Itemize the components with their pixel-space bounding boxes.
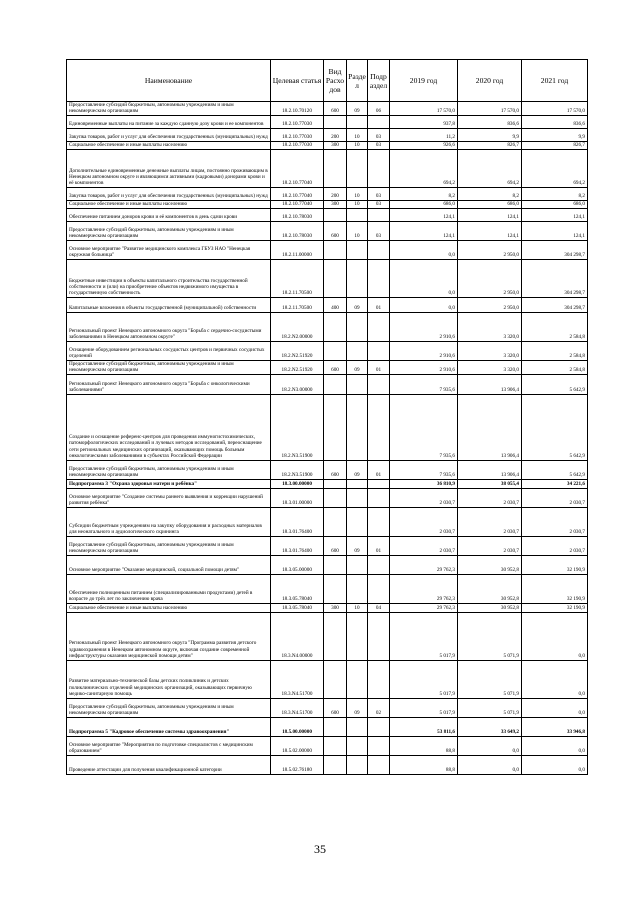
cell-section (347, 259, 368, 297)
cell-section: 09 (347, 360, 368, 374)
cell-target: 18.3.00.00000 (271, 479, 324, 488)
cell-section (347, 717, 368, 736)
cell-2021: 17 570,0 (522, 102, 588, 116)
cell-2020: 17 570,0 (458, 102, 522, 116)
header-2019: 2019 год (390, 60, 458, 102)
cell-2019: 124,1 (390, 221, 458, 240)
cell-subsection (368, 208, 390, 221)
cell-subsection: 01 (368, 460, 390, 479)
table-row (67, 603, 588, 612)
table-row (67, 612, 588, 660)
table-row (67, 394, 588, 460)
cell-2021: 2 030,7 (522, 488, 588, 507)
cell-2020: 0,0 (458, 755, 522, 774)
cell-target: 18.2.10.70120 (271, 102, 324, 116)
cell-subsection (368, 479, 390, 488)
cell-2019: 7 935,6 (390, 460, 458, 479)
cell-2019: 88,8 (390, 736, 458, 755)
cell-type (324, 755, 347, 774)
cell-2021: 0,0 (522, 612, 588, 660)
cell-type (324, 115, 347, 128)
cell-type (324, 341, 347, 360)
cell-2020: 30 952,8 (458, 555, 522, 574)
table-row (67, 574, 588, 603)
cell-2021: 0,0 (522, 755, 588, 774)
cell-name: Обеспечение питанием доноров крови и её компонентов в день сдачи крови (67, 208, 271, 221)
table-row (67, 698, 588, 717)
cell-subsection (368, 115, 390, 128)
cell-type: 600 (324, 102, 347, 116)
table-row (67, 149, 588, 187)
table-row (67, 297, 588, 312)
cell-type: 600 (324, 221, 347, 240)
cell-type: 300 (324, 603, 347, 612)
table-row (67, 115, 588, 128)
table-row (67, 200, 588, 208)
cell-2020: 686,0 (458, 200, 522, 208)
cell-name: Социальное обеспечение и иные выплаты населению (67, 141, 271, 149)
cell-target: 18.2.10.77040 (271, 187, 324, 200)
cell-section: 10 (347, 200, 368, 208)
cell-section: 10 (347, 128, 368, 141)
cell-2019: 11,2 (390, 128, 458, 141)
cell-name: Подпрограмма 5 "Кадровое обеспечение системы здравоохранения" (67, 717, 271, 736)
cell-section (347, 394, 368, 460)
cell-type (324, 374, 347, 394)
cell-target: 18.2.N3.51900 (271, 394, 324, 460)
cell-2020: 30 952,8 (458, 603, 522, 612)
cell-subsection: 03 (368, 200, 390, 208)
table-row (67, 536, 588, 555)
cell-section (347, 488, 368, 507)
cell-2019: 2 030,7 (390, 507, 458, 536)
table-row (67, 259, 588, 297)
cell-subsection: 01 (368, 536, 390, 555)
cell-type: 600 (324, 698, 347, 717)
cell-target: 18.3.01.00000 (271, 488, 324, 507)
cell-2021: 32 190,9 (522, 555, 588, 574)
cell-name: Единовременные выплаты на питание за каждую сданную дозу крови и ее компонентов (67, 115, 271, 128)
cell-type (324, 208, 347, 221)
table-row (67, 208, 588, 221)
cell-target: 18.3.01.76400 (271, 507, 324, 536)
cell-target: 18.2.N2.51920 (271, 360, 324, 374)
cell-2019: 0,0 (390, 259, 458, 297)
cell-section (347, 755, 368, 774)
cell-subsection (368, 240, 390, 259)
header-section: Разде л (347, 60, 368, 102)
cell-2020: 2 950,0 (458, 240, 522, 259)
cell-type (324, 240, 347, 259)
cell-2021: 124,1 (522, 208, 588, 221)
cell-2019: 5 017,9 (390, 698, 458, 717)
cell-2021: 0,0 (522, 698, 588, 717)
cell-type (324, 507, 347, 536)
cell-target: 18.3.05.00000 (271, 555, 324, 574)
cell-2019: 8,2 (390, 187, 458, 200)
cell-type: 300 (324, 141, 347, 149)
cell-type: 600 (324, 460, 347, 479)
cell-2020: 5 071,9 (458, 698, 522, 717)
table-row (67, 479, 588, 488)
cell-target: 18.3.N4.00000 (271, 612, 324, 660)
cell-type: 200 (324, 187, 347, 200)
cell-2019: 5 017,9 (390, 660, 458, 698)
table-row (67, 240, 588, 259)
cell-2021: 2 584,8 (522, 341, 588, 360)
cell-2020: 13 906,4 (458, 460, 522, 479)
cell-type: 600 (324, 360, 347, 374)
cell-name: Предоставление субсидий бюджетным, автономным учреждениям и иным некоммерческим организациям (67, 360, 271, 374)
table-row (67, 102, 588, 116)
cell-target: 18.3.N4.51700 (271, 698, 324, 717)
cell-2020: 5 071,9 (458, 660, 522, 698)
cell-name: Капитальные вложения в объекты государственной (муниципальной) собственности (67, 297, 271, 312)
table-row (67, 555, 588, 574)
cell-section (347, 660, 368, 698)
cell-2019: 17 570,0 (390, 102, 458, 116)
cell-2021: 124,1 (522, 221, 588, 240)
cell-target: 18.2.N3.51900 (271, 460, 324, 479)
cell-type (324, 149, 347, 187)
cell-2021: 686,0 (522, 200, 588, 208)
cell-2019: 88,8 (390, 755, 458, 774)
cell-name: Предоставление субсидий бюджетным, автономным учреждениям и иным некоммерческим организациям (67, 698, 271, 717)
cell-target: 18.2.10.77030 (271, 128, 324, 141)
cell-name: Обеспечение полноценным питанием (специализированными продуктами) детей в возрасте до трёх лет по заключению врача (67, 574, 271, 603)
cell-2019: 0,0 (390, 297, 458, 312)
cell-target: 18.2.10.77030 (271, 115, 324, 128)
cell-subsection (368, 394, 390, 460)
cell-2021: 5 642,9 (522, 460, 588, 479)
cell-name: Основное мероприятие "Оказание медицинской, социальной помощи детям" (67, 555, 271, 574)
cell-name: Основное мероприятие "Создание системы раннего выявления и коррекции нарушений развития ребёнка" (67, 488, 271, 507)
cell-type (324, 488, 347, 507)
cell-2019: 53 811,6 (390, 717, 458, 736)
cell-target: 18.2.N2.51920 (271, 341, 324, 360)
cell-2019: 2 030,7 (390, 536, 458, 555)
table-row (67, 736, 588, 755)
cell-2021: 836,6 (522, 115, 588, 128)
cell-section (347, 555, 368, 574)
cell-2020: 124,1 (458, 221, 522, 240)
cell-2021: 32 190,9 (522, 603, 588, 612)
cell-target: 18.2.10.77040 (271, 149, 324, 187)
cell-2019: 0,0 (390, 240, 458, 259)
cell-target: 18.5.02.76180 (271, 755, 324, 774)
cell-2019: 29 762,3 (390, 603, 458, 612)
cell-2020: 13 906,4 (458, 394, 522, 460)
cell-subsection (368, 574, 390, 603)
cell-2021: 826,7 (522, 141, 588, 149)
cell-subsection: 03 (368, 221, 390, 240)
table-row (67, 187, 588, 200)
cell-section: 09 (347, 698, 368, 717)
cell-subsection (368, 755, 390, 774)
cell-section: 10 (347, 187, 368, 200)
cell-2019: 29 762,3 (390, 555, 458, 574)
cell-type (324, 717, 347, 736)
cell-section (347, 312, 368, 341)
cell-2019: 124,1 (390, 208, 458, 221)
page-number: 35 (314, 842, 326, 856)
cell-section (347, 507, 368, 536)
table-row (67, 374, 588, 394)
cell-section: 09 (347, 460, 368, 479)
cell-2021: 32 190,9 (522, 574, 588, 603)
cell-subsection (368, 312, 390, 341)
cell-target: 18.2.10.77030 (271, 141, 324, 149)
header-subsection: Подр аздел (368, 60, 390, 102)
cell-subsection (368, 374, 390, 394)
table-row (67, 312, 588, 341)
cell-section (347, 612, 368, 660)
cell-2020: 33 649,2 (458, 717, 522, 736)
cell-section (347, 240, 368, 259)
cell-2020: 30 952,8 (458, 574, 522, 603)
cell-target: 18.3.01.76400 (271, 536, 324, 555)
cell-name: Основное мероприятие "Развитие медицинского комплекса ГБУЗ НАО "Ненецкая окружная больница" (67, 240, 271, 259)
cell-name: Подпрограмма 3 "Охрана здоровья матери и ребёнка" (67, 479, 271, 488)
table-body (67, 102, 588, 775)
cell-subsection (368, 341, 390, 360)
cell-type (324, 394, 347, 460)
cell-2021: 2 030,7 (522, 507, 588, 536)
cell-2019: 7 935,6 (390, 374, 458, 394)
cell-section: 09 (347, 102, 368, 116)
cell-2019: 29 762,3 (390, 574, 458, 603)
header-target: Целевая статья (271, 60, 324, 102)
cell-subsection (368, 555, 390, 574)
table-row (67, 128, 588, 141)
cell-2019: 5 017,9 (390, 612, 458, 660)
cell-type (324, 312, 347, 341)
table-row (67, 488, 588, 507)
cell-target: 18.5.00.00000 (271, 717, 324, 736)
cell-subsection: 03 (368, 128, 390, 141)
cell-name: Проведение аттестации для получения квалификационной категории (67, 755, 271, 774)
cell-2020: 836,6 (458, 115, 522, 128)
cell-2020: 38 055,4 (458, 479, 522, 488)
cell-name: Региональный проект Ненецкого автономного округа "Борьба с сердечно-сосудистыми заболеваниями в Ненецком автономном округе" (67, 312, 271, 341)
cell-subsection: 04 (368, 603, 390, 612)
cell-name: Региональный проект Ненецкого автономного округа "Программа развития детского здравоохранения в Ненецком автономном округе, включая создание современной инфраструктуры оказания медицинской помощи детям" (67, 612, 271, 660)
cell-2020: 13 906,4 (458, 374, 522, 394)
cell-2021: 33 946,8 (522, 717, 588, 736)
cell-2020: 0,0 (458, 736, 522, 755)
cell-subsection: 06 (368, 102, 390, 116)
header-type: Вид Расхо дов (324, 60, 347, 102)
cell-target: 18.2.10.78030 (271, 221, 324, 240)
cell-2019: 686,0 (390, 200, 458, 208)
cell-subsection (368, 259, 390, 297)
cell-name: Предоставление субсидий бюджетным, автономным учреждениям и иным некоммерческим организациям (67, 460, 271, 479)
cell-section (347, 574, 368, 603)
cell-subsection (368, 660, 390, 698)
cell-type: 300 (324, 200, 347, 208)
cell-type: 200 (324, 128, 347, 141)
cell-2020: 9,9 (458, 128, 522, 141)
cell-section (347, 149, 368, 187)
header-name: Наименование (67, 60, 271, 102)
table-row (67, 460, 588, 479)
cell-name: Оснащение оборудованием региональных сосудистых центров и первичных сосудистых отделений (67, 341, 271, 360)
cell-name: Основное мероприятие "Мероприятия по подготовке специалистов с медицинским образованием" (67, 736, 271, 755)
table-row (67, 360, 588, 374)
cell-2019: 694,2 (390, 149, 458, 187)
cell-target: 18.2.11.00000 (271, 240, 324, 259)
cell-2020: 3 320,0 (458, 341, 522, 360)
cell-target: 18.2.10.77040 (271, 200, 324, 208)
cell-type (324, 660, 347, 698)
cell-target: 18.3.N4.51700 (271, 660, 324, 698)
table-row (67, 717, 588, 736)
cell-2020: 694,2 (458, 149, 522, 187)
cell-section (347, 115, 368, 128)
cell-type (324, 574, 347, 603)
cell-2020: 3 320,0 (458, 312, 522, 341)
cell-subsection: 01 (368, 360, 390, 374)
cell-2021: 2 584,8 (522, 360, 588, 374)
cell-target: 18.2.11.70500 (271, 259, 324, 297)
cell-type (324, 479, 347, 488)
table-row (67, 141, 588, 149)
cell-section: 10 (347, 603, 368, 612)
cell-2021: 694,2 (522, 149, 588, 187)
cell-2020: 2 030,7 (458, 488, 522, 507)
cell-2019: 2 910,6 (390, 360, 458, 374)
cell-section (347, 341, 368, 360)
cell-2020: 124,1 (458, 208, 522, 221)
cell-subsection: 03 (368, 141, 390, 149)
cell-2021: 2 584,8 (522, 312, 588, 341)
cell-section: 09 (347, 297, 368, 312)
cell-name: Социальное обеспечение и иные выплаты населению (67, 200, 271, 208)
cell-2020: 826,7 (458, 141, 522, 149)
cell-2020: 8,2 (458, 187, 522, 200)
cell-type (324, 612, 347, 660)
cell-2019: 2 030,7 (390, 488, 458, 507)
header-2021: 2021 год (522, 60, 588, 102)
cell-name: Предоставление субсидий бюджетным, автономным учреждениям и иным некоммерческим организациям (67, 536, 271, 555)
cell-name: Субсидии бюджетным учреждениям на закупку оборудования и расходных материалов для неонатального и аудиологического скрининга (67, 507, 271, 536)
cell-subsection (368, 612, 390, 660)
cell-2021: 304 298,7 (522, 259, 588, 297)
cell-target: 18.2.10.78030 (271, 208, 324, 221)
cell-name: Социальное обеспечение и иные выплаты населению (67, 603, 271, 612)
cell-section (347, 736, 368, 755)
cell-2020: 5 071,9 (458, 612, 522, 660)
header-2020: 2020 год (458, 60, 522, 102)
cell-name: Бюджетные инвестиции в объекты капитального строительства государственной собственности и (или) на приобретение объектов недвижимого имущества в государственную собственность (67, 259, 271, 297)
cell-target: 18.5.02.00000 (271, 736, 324, 755)
cell-2021: 8,2 (522, 187, 588, 200)
cell-name: Предоставление субсидий бюджетным, автономным учреждениям и иным некоммерческим организациям (67, 221, 271, 240)
cell-subsection (368, 488, 390, 507)
cell-type: 400 (324, 297, 347, 312)
table-row (67, 660, 588, 698)
cell-section (347, 479, 368, 488)
cell-target: 18.2.N2.00000 (271, 312, 324, 341)
cell-name: Развитие материально-технической базы детских поликлиник и детских поликлинических отделений медицинских организаций, оказывающих первичную медико-санитарную помощь (67, 660, 271, 698)
cell-2021: 5 642,9 (522, 374, 588, 394)
cell-target: 18.3.05.78040 (271, 574, 324, 603)
cell-2019: 2 910,6 (390, 312, 458, 341)
cell-name: Закупка товаров, работ и услуг для обеспечения государственных (муниципальных) нужд (67, 187, 271, 200)
cell-2019: 926,6 (390, 141, 458, 149)
cell-type (324, 259, 347, 297)
cell-2021: 2 030,7 (522, 536, 588, 555)
cell-name: Дополнительные единовременные денежные выплаты лицам, постоянно проживающим в Ненецком автономном округе и являющимся активными (кадровыми) донорами крови и её компонентов (67, 149, 271, 187)
cell-target: 18.3.05.78040 (271, 603, 324, 612)
cell-type (324, 736, 347, 755)
cell-2020: 3 320,0 (458, 360, 522, 374)
cell-subsection: 03 (368, 187, 390, 200)
cell-name: Закупка товаров, работ и услуг для обеспечения государственных (муниципальных) нужд (67, 128, 271, 141)
cell-2020: 2 950,0 (458, 259, 522, 297)
cell-subsection (368, 736, 390, 755)
cell-2020: 2 030,7 (458, 507, 522, 536)
cell-2020: 2 950,0 (458, 297, 522, 312)
table-row (67, 507, 588, 536)
table-row (67, 341, 588, 360)
cell-name: Предоставление субсидий бюджетным, автономным учреждениям и иным некоммерческим организациям (67, 102, 271, 116)
cell-subsection (368, 149, 390, 187)
cell-2021: 9,9 (522, 128, 588, 141)
cell-2021: 34 221,6 (522, 479, 588, 488)
cell-section (347, 208, 368, 221)
cell-2019: 2 910,6 (390, 341, 458, 360)
cell-subsection (368, 507, 390, 536)
cell-2021: 0,0 (522, 660, 588, 698)
cell-subsection: 02 (368, 698, 390, 717)
cell-2019: 36 810,9 (390, 479, 458, 488)
cell-2020: 2 030,7 (458, 536, 522, 555)
cell-2021: 304 298,7 (522, 297, 588, 312)
cell-2021: 0,0 (522, 736, 588, 755)
cell-2021: 304 298,7 (522, 240, 588, 259)
budget-table (66, 59, 588, 775)
cell-section: 10 (347, 141, 368, 149)
cell-section (347, 374, 368, 394)
cell-type: 600 (324, 536, 347, 555)
header-row (67, 60, 588, 102)
cell-target: 18.2.N3.00000 (271, 374, 324, 394)
cell-target: 18.2.11.70500 (271, 297, 324, 312)
cell-subsection (368, 717, 390, 736)
cell-type (324, 555, 347, 574)
cell-name: Региональный проект Ненецкого автономного округа "Борьба с онкологическими заболеваниями" (67, 374, 271, 394)
cell-subsection: 01 (368, 297, 390, 312)
table-row (67, 221, 588, 240)
cell-2021: 5 642,9 (522, 394, 588, 460)
cell-name: Создание и оснащение референс-центров для проведения иммуногистохимических, патоморфологических исследований и лучевых методов исследований, переоснащение сети региональных медицинских организаций, оказывающих помощь больным онкологическими заболеваниями в субъектах Российской Федерации (67, 394, 271, 460)
cell-section: 10 (347, 221, 368, 240)
cell-section: 09 (347, 536, 368, 555)
cell-2019: 7 935,6 (390, 394, 458, 460)
cell-2019: 937,8 (390, 115, 458, 128)
table-row (67, 755, 588, 774)
